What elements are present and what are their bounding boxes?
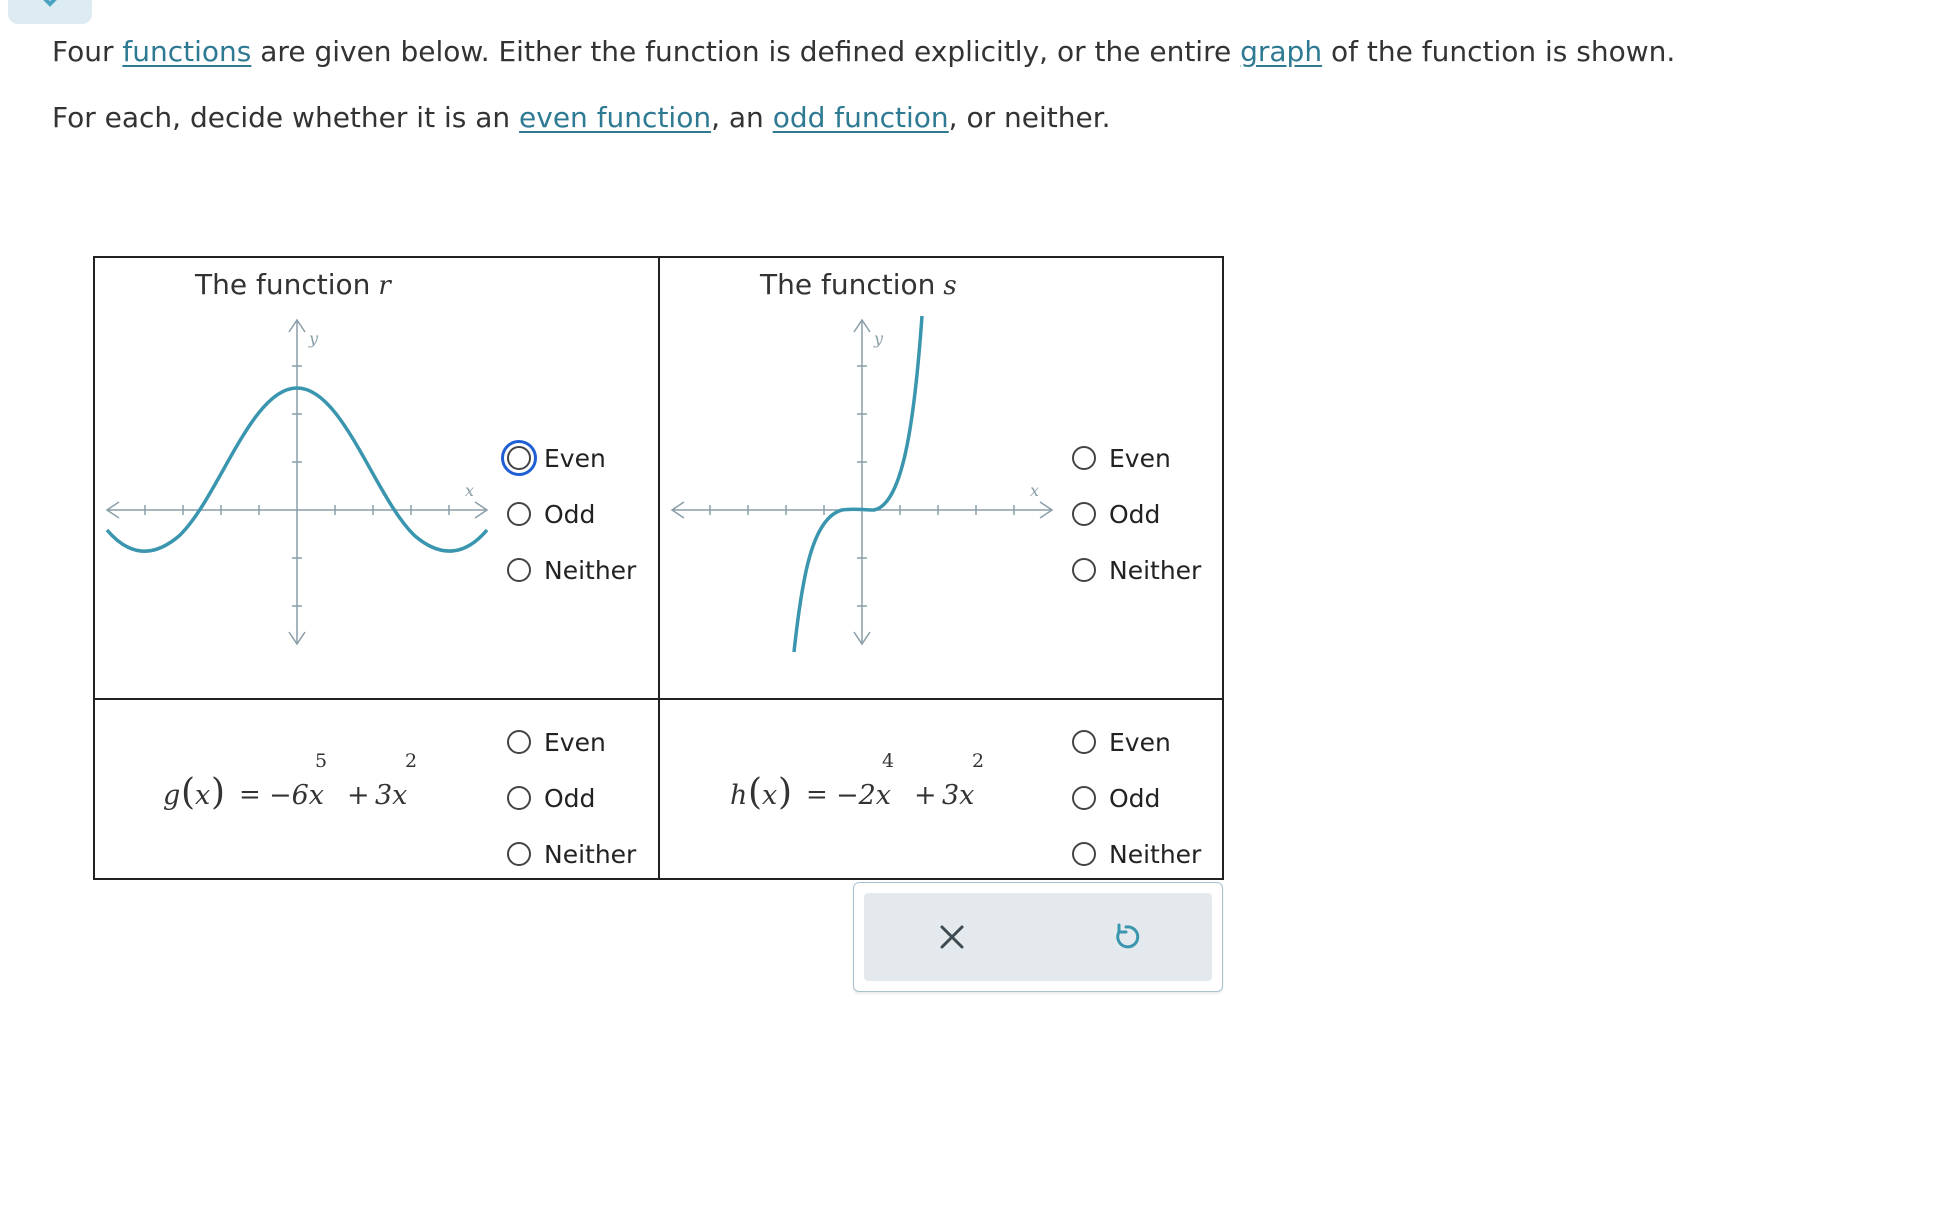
formula-equals: =	[239, 780, 261, 810]
formula-fn-name: h	[730, 780, 748, 811]
formula-term1-exponent: 4	[882, 750, 895, 772]
y-axis-label: y	[309, 329, 319, 348]
formula-arg: x	[195, 780, 211, 811]
formula-term2-exponent: 2	[405, 750, 418, 772]
instruction-text: , or neither.	[948, 101, 1111, 134]
answer-actions	[853, 882, 1223, 992]
formula-term2-exponent: 2	[972, 750, 985, 772]
option-g-neither[interactable]	[507, 834, 636, 874]
instruction-line-2	[52, 101, 1111, 135]
formula-term2: 3x	[942, 780, 975, 811]
odd-function-link[interactable]: odd function	[772, 101, 949, 134]
formula-term1: −2x	[836, 780, 892, 811]
formula-term1-exponent: 5	[315, 750, 328, 772]
function-s-title	[760, 268, 957, 301]
option-r-odd[interactable]	[507, 494, 595, 534]
option-label: Neither	[1109, 555, 1202, 585]
option-label: Neither	[544, 555, 637, 585]
undo-icon	[1104, 915, 1148, 959]
option-label: Neither	[1109, 839, 1202, 869]
formula-fn-name: g	[163, 780, 181, 811]
option-g-odd[interactable]	[507, 778, 595, 818]
x-icon	[930, 915, 974, 959]
option-label: Odd	[544, 499, 596, 529]
functions-table	[93, 256, 1224, 880]
option-s-neither[interactable]	[1072, 550, 1201, 590]
functions-link[interactable]: functions	[122, 35, 252, 68]
formula-paren-close: )	[211, 772, 226, 813]
instruction-text: For each, decide whether it is an	[52, 101, 520, 134]
cell-function-s	[660, 258, 1222, 698]
formula-arg: x	[762, 780, 778, 811]
option-label: Even	[1109, 727, 1171, 757]
instruction-text: Four	[52, 35, 123, 68]
chevron-down-icon	[38, 0, 62, 8]
cell-function-g	[95, 700, 658, 878]
radio-button[interactable]	[1072, 558, 1096, 582]
function-r-title	[195, 268, 391, 301]
option-s-odd[interactable]	[1072, 494, 1160, 534]
formula-g	[163, 750, 463, 820]
y-axis-label: y	[874, 329, 884, 348]
cell-function-h	[660, 700, 1222, 878]
radio-button[interactable]	[507, 558, 531, 582]
radio-button[interactable]	[507, 446, 531, 470]
axes-r	[107, 320, 487, 644]
radio-button[interactable]	[1072, 842, 1096, 866]
option-r-even[interactable]	[507, 438, 606, 478]
title-text: The function	[195, 268, 371, 301]
actions-bar	[864, 893, 1212, 981]
instruction-line-1	[52, 35, 1675, 69]
cell-function-r	[95, 258, 658, 698]
option-label: Even	[544, 727, 606, 757]
radio-button[interactable]	[507, 502, 531, 526]
option-label: Odd	[1109, 783, 1161, 813]
radio-button[interactable]	[1072, 502, 1096, 526]
axes-s	[672, 320, 1052, 644]
option-label: Even	[1109, 443, 1171, 473]
option-label: Neither	[544, 839, 637, 869]
title-variable: s	[943, 271, 957, 301]
option-g-even[interactable]	[507, 722, 606, 762]
radio-button[interactable]	[507, 842, 531, 866]
formula-term1: −6x	[269, 780, 325, 811]
title-variable: r	[378, 271, 391, 301]
option-h-odd[interactable]	[1072, 778, 1160, 818]
option-label: Even	[544, 443, 606, 473]
formula-paren-open: (	[181, 772, 196, 813]
option-h-even[interactable]	[1072, 722, 1171, 762]
formula-equals: =	[806, 780, 828, 810]
clear-button[interactable]	[930, 915, 974, 959]
x-axis-label: x	[465, 481, 475, 500]
option-r-neither[interactable]	[507, 550, 636, 590]
instruction-text: , an	[711, 101, 773, 134]
formula-term2: 3x	[375, 780, 408, 811]
graph-s	[666, 308, 1066, 688]
formula-paren-close: )	[778, 772, 793, 813]
radio-button[interactable]	[1072, 730, 1096, 754]
graph-link[interactable]: graph	[1240, 35, 1323, 68]
radio-button[interactable]	[1072, 786, 1096, 810]
instruction-text: of the function is shown.	[1322, 35, 1676, 68]
formula-plus: +	[347, 780, 370, 811]
collapse-tab[interactable]	[8, 0, 92, 24]
option-s-even[interactable]	[1072, 438, 1171, 478]
x-axis-label: x	[1030, 481, 1040, 500]
option-label: Odd	[1109, 499, 1161, 529]
even-function-link[interactable]: even function	[519, 101, 712, 134]
formula-paren-open: (	[748, 772, 763, 813]
option-label: Odd	[544, 783, 596, 813]
title-text: The function	[760, 268, 936, 301]
formula-h	[730, 750, 1030, 820]
radio-button[interactable]	[507, 730, 531, 754]
radio-button[interactable]	[507, 786, 531, 810]
undo-button[interactable]	[1104, 915, 1148, 959]
radio-button[interactable]	[1072, 446, 1096, 470]
formula-plus: +	[914, 780, 937, 811]
graph-r	[101, 308, 501, 688]
option-h-neither[interactable]	[1072, 834, 1201, 874]
instruction-text: are given below. Either the function is defined explicitly, or the entire	[251, 35, 1241, 68]
